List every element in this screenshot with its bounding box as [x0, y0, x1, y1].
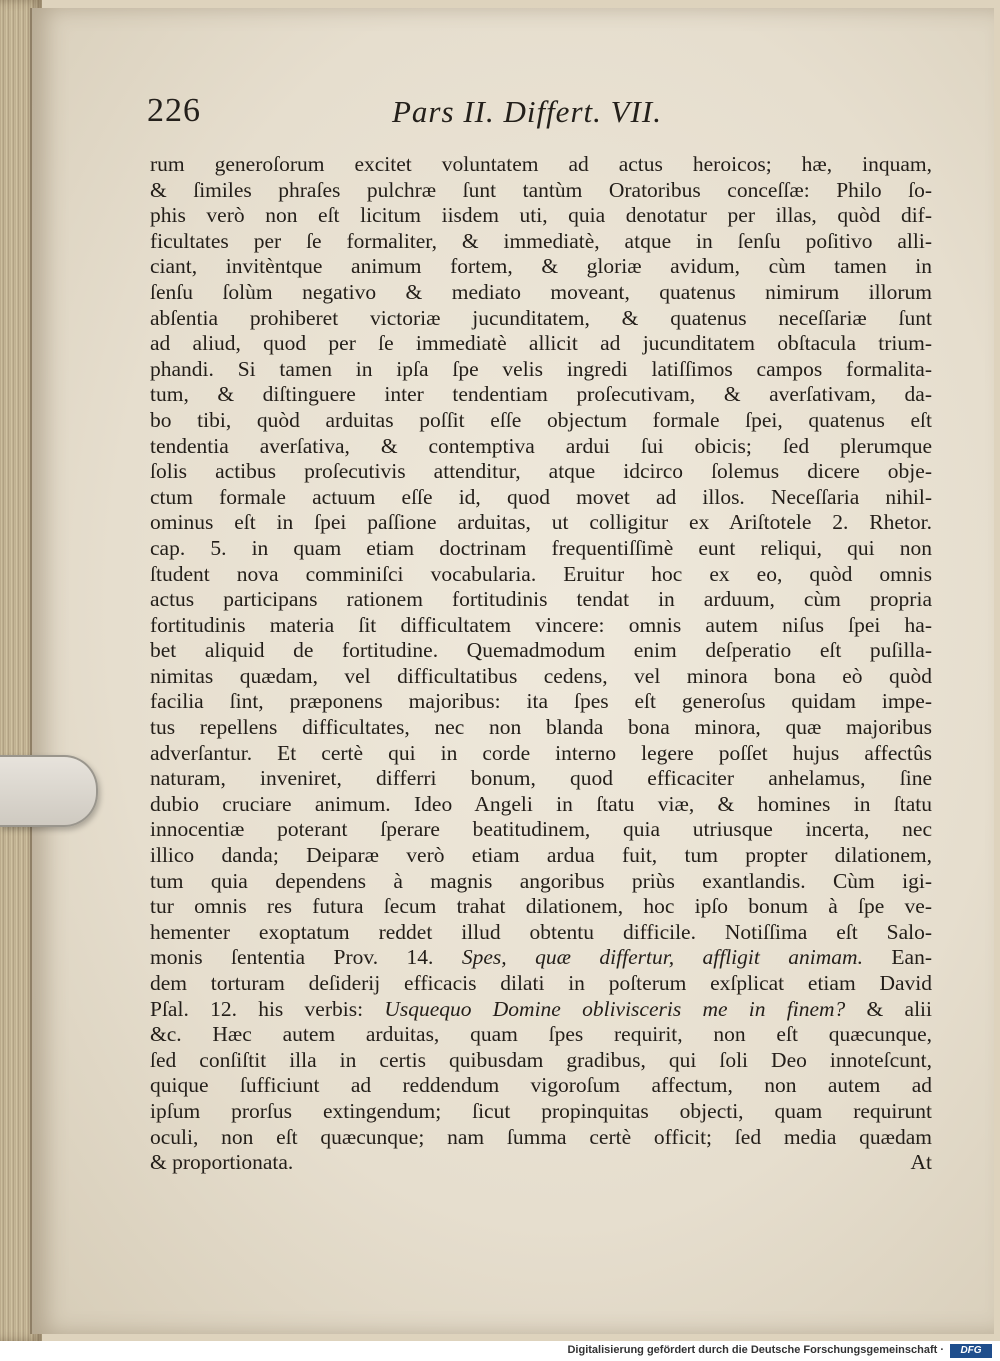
footer-credit: Digitalisierung gefördert durch die Deutsche Forschungsgemeinschaft · — [567, 1344, 944, 1356]
text-line: tendentia averſativa, & contemptiva ardui ſui obicis; ſed plerumque — [150, 433, 932, 458]
text-block-main — [150, 152, 932, 945]
text-line: bo tibi, quòd arduitas poſſit eſſe objectum formale ſpei, quatenus eſt — [150, 407, 932, 432]
text-line-david: dem torturam deſiderij efficacis dilati in poſterum exſplicat etiam David — [150, 971, 932, 995]
dfg-logo: DFG — [950, 1344, 992, 1358]
text-line: facilia ſint, præponens majoribus: ita ſpes eſt generoſus quidam impe- — [150, 689, 932, 714]
text-line: oculi, non eſt quæcunque; nam ſumma certè officit; ſed media quædam — [150, 1124, 932, 1149]
text-line: illico danda; Deiparæ verò etiam ardua fuit, tum propter dilationem, — [150, 843, 932, 868]
text-line: nimitas quædam, vel difficultatibus cedens, vel minora bona eò quòd — [150, 663, 932, 688]
last-line-text: & proportionata. — [150, 1150, 294, 1175]
text-line: phis verò non eſt licitum iisdem uti, quia denotatur per illas, quòd dif- — [150, 203, 932, 228]
text-line: phandi. Si tamen in ipſa ſpe velis ingredi latiſſimos campos formalita- — [150, 356, 932, 381]
text-line: ciant, invitèntque animum fortem, & gloriæ avidum, cùm tamen in — [150, 254, 932, 279]
text-block-end — [150, 1022, 932, 1150]
digitization-footer — [0, 1341, 1000, 1361]
text-line: rum generoſorum excitet voluntatem ad actus heroicos; hæ, inquam, — [150, 152, 932, 176]
text-line: ſenſu ſolùm negativo & mediato moveant, quatenus nimirum illorum — [150, 279, 932, 304]
text-line-proverbs: monis ſententia Prov. 14. Spes, quæ differtur, affligit animam. Ean- — [150, 945, 933, 970]
text-line: ſolis actibus proſecutivis attenditur, atque idcirco ſolemus dicere obje- — [150, 459, 932, 484]
text-line: tus repellens difficultates, nec non blanda bona minora, quæ majoribus — [150, 715, 932, 740]
page-header — [147, 92, 927, 138]
text-line: tum, & diſtinguere inter tendentiam proſecutivam, & averſativam, da- — [150, 382, 932, 407]
text-line: tum quia dependens à magnis angoribus priùs exantlandis. Cùm igi- — [150, 868, 932, 893]
text-line: ominus eſt in ſpei paſſione arduitas, ut colligitur ex Ariſtotele 2. Rhetor. — [150, 510, 932, 535]
quotation-proverbs: Spes, quæ differtur, affligit animam. — [461, 945, 863, 970]
text-line: ſed conſiſtit illa in certis quibusdam gradibus, qui ſoli Deo innoteſcunt, — [150, 1047, 932, 1072]
text-line: ficultates per ſe formaliter, & immediatè, atque in ſenſu poſitivo alli- — [150, 228, 932, 253]
catchword: At — [910, 1150, 932, 1175]
page-number: 226 — [147, 92, 201, 129]
body-text — [150, 152, 932, 1176]
text-line: ipſum prorſus extingendum; ſicut propinquitas objecti, quam requirunt — [150, 1098, 932, 1123]
text-line: abſentia prohiberet victoriæ jucunditatem, & quatenus neceſſariæ ſunt — [150, 305, 932, 330]
running-title: Pars II. Differt. VII. — [392, 94, 662, 129]
text-line: fortitudinis materia ſit difficultatem vincere: omnis autem niſus ſpei ha- — [150, 612, 932, 637]
quotation-psalm: Usquequo Domine oblivisceris me in finem? — [384, 996, 846, 1021]
text-line-last — [150, 1150, 932, 1176]
text-line: hementer exoptatum reddet illud obtentu difficile. Notiſſima eſt Salo- — [150, 919, 932, 944]
text-line: adverſantur. Et certè qui in corde interno legere poſſet hujus affectûs — [150, 740, 932, 765]
text-line: naturam, inveniret, differri bonum, quod efficaciter anhelamus, ſine — [150, 766, 932, 791]
text-line: dubio cruciare animum. Ideo Angeli in ſtatu viæ, & homines in ſtatu — [150, 791, 932, 816]
text-line: tur omnis res futura ſecum trahat dilationem, hoc ipſo bonum à ſpe ve- — [150, 894, 932, 919]
text-line: ad aliud, quod per ſe immediatè allicit ad jucunditatem obſtacula trium- — [150, 331, 932, 356]
text-line: ctum formale actuum eſſe id, quod movet ad illos. Neceſſaria nihil- — [150, 484, 932, 509]
text-line: & ſimiles phraſes pulchræ ſunt tantùm Oratoribus conceſſæ: Philo ſo- — [150, 177, 932, 202]
text-line: cap. 5. in quam etiam doctrinam frequentiſſimè eunt reliqui, qui non — [150, 535, 932, 560]
text-line: &c. Hæc autem arduitas, quam ſpes requirit, non eſt quæcunque, — [150, 1022, 932, 1047]
text-line: ſtudent nova comminiſci vocabularia. Eruitur hoc ex eo, quòd omnis — [150, 561, 932, 586]
text-line-psalm: Pſal. 12. his verbis: Usquequo Domine oblivisceris me in finem? & alii — [150, 996, 932, 1021]
text-line: innocentiæ poterant ſperare beatitudinem, quia utriusque incerta, nec — [150, 817, 932, 842]
text-line: quique ſufficiunt ad reddendum vigoroſum affectum, non autem ad — [150, 1073, 932, 1098]
text-line: actus participans rationem fortitudinis tendat in arduum, cùm propria — [150, 587, 932, 612]
text-line: bet aliquid de fortitudine. Quemadmodum enim deſperatio eſt puſilla- — [150, 638, 932, 663]
page-clip — [0, 755, 98, 827]
